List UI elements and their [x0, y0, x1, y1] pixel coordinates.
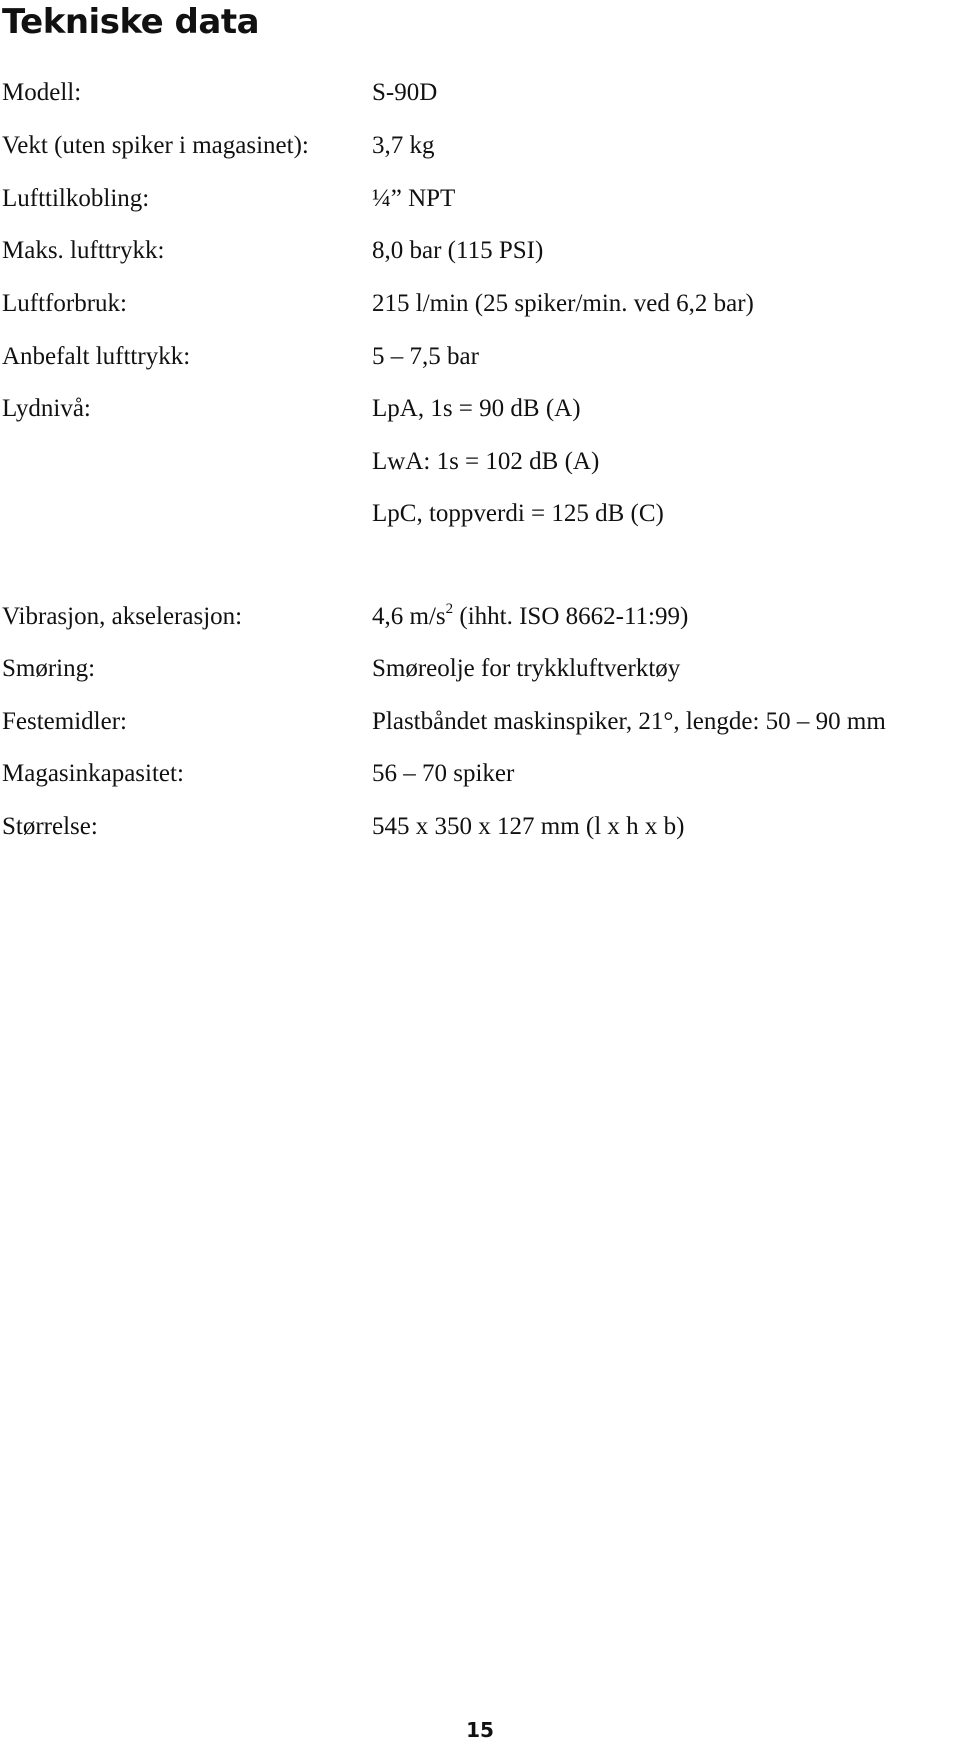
spec-label-vibration: Vibrasjon, akselerasjon: [2, 603, 243, 630]
vibration-value-exponent: 2 [445, 600, 454, 617]
spec-label-air-consumption: Luftforbruk: [2, 290, 127, 317]
spec-value-sound-level: LpA, 1s = 90 dB (A) [372, 395, 581, 422]
spec-value-sound-peak: LpC, toppverdi = 125 dB (C) [372, 500, 664, 527]
spec-value-model: S-90D [372, 79, 438, 106]
spec-value-size: 545 x 350 x 127 mm (l x h x b) [372, 813, 685, 840]
spec-label-model: Modell: [2, 79, 82, 106]
spec-label-magazine-capacity: Magasinkapasitet: [2, 760, 184, 787]
spec-label-sound-level: Lydnivå: [2, 395, 91, 422]
spec-label-weight: Vekt (uten spiker i magasinet): [2, 132, 309, 159]
spec-value-vibration [372, 602, 688, 632]
page-title: Tekniske data [2, 2, 260, 42]
spec-value-max-pressure: 8,0 bar (115 PSI) [372, 237, 544, 264]
spec-label-lubrication: Smøring: [2, 655, 96, 682]
spec-value-recommended-pressure: 5 – 7,5 bar [372, 343, 479, 370]
spec-value-weight: 3,7 kg [372, 132, 435, 159]
spec-value-air-connection: ¼” NPT [372, 185, 456, 212]
spec-value-air-consumption: 215 l/min (25 spiker/min. ved 6,2 bar) [372, 290, 754, 317]
spec-value-magazine-capacity: 56 – 70 spiker [372, 760, 515, 787]
vibration-value-number: 4,6 m/s [372, 603, 446, 630]
vibration-value-standard: (ihht. ISO 8662-11:99) [453, 603, 689, 630]
spec-label-fasteners: Festemidler: [2, 708, 127, 735]
page-number: 15 [466, 1718, 494, 1742]
spec-value-sound-power: LwA: 1s = 102 dB (A) [372, 448, 600, 475]
spec-value-lubrication: Smøreolje for trykkluftverktøy [372, 655, 681, 682]
spec-value-fasteners: Plastbåndet maskinspiker, 21°, lengde: 50 – 90 mm [372, 708, 886, 735]
spec-label-recommended-pressure: Anbefalt lufttrykk: [2, 343, 191, 370]
spec-label-air-connection: Lufttilkobling: [2, 185, 150, 212]
spec-label-size: Størrelse: [2, 813, 98, 840]
spec-label-max-pressure: Maks. lufttrykk: [2, 237, 165, 264]
